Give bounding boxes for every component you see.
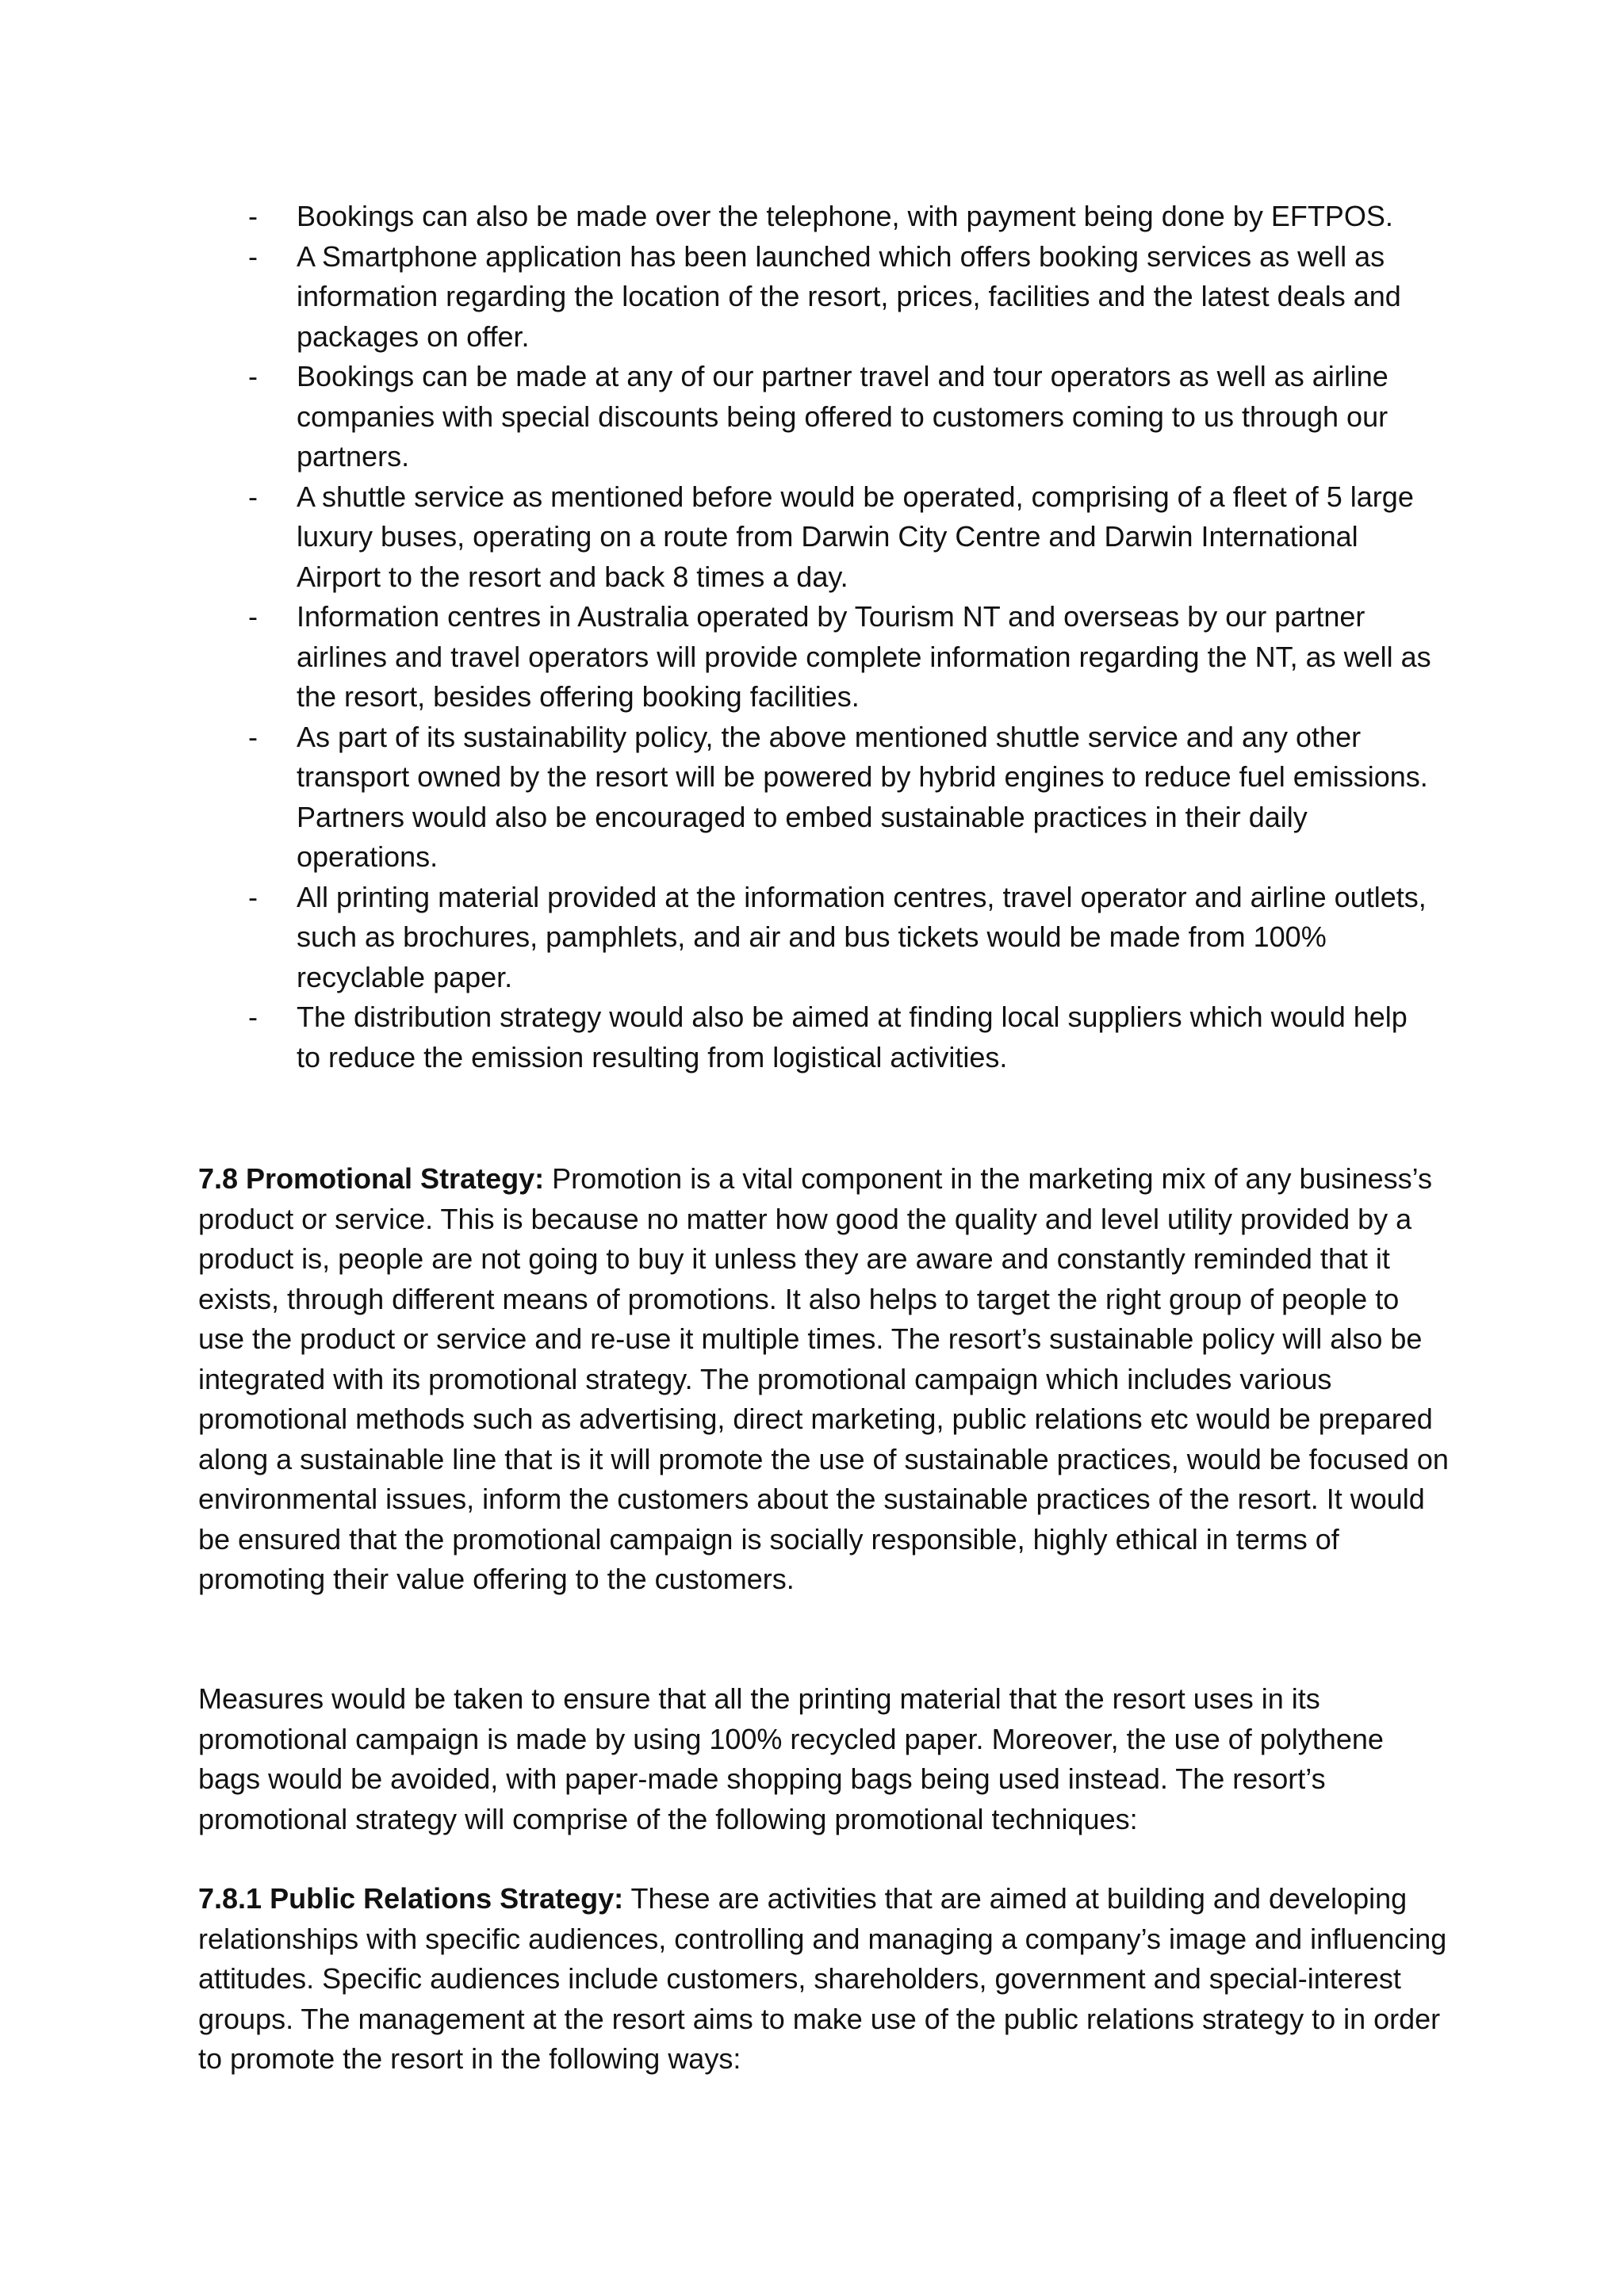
bullet-text: Bookings can be made at any of our partner travel and tour operators as well as airline companies with special discounts being offered to customers coming to us through our partners.	[297, 360, 1388, 473]
promotional-strategy-paragraph	[198, 1159, 1451, 1600]
bullet-text: All printing material provided at the information centres, travel operator and airline outlets, such as brochures, pamphlets, and air and bus tickets would be made from 100% recyclable paper.	[297, 880, 1427, 993]
bullet-text: As part of its sustainability policy, the above mentioned shuttle service and any other transport owned by the resort will be powered by hybrid engines to reduce fuel emissions. Partners would also be encouraged to embed sustainable practices in their daily operations.	[297, 720, 1428, 873]
bullet-text: Information centres in Australia operated by Tourism NT and overseas by our partner airlines and travel operators will provide complete information regarding the NT, as well as the resort, besides offering booking facilities.	[297, 600, 1431, 713]
section-heading-7-8: 7.8 Promotional Strategy:	[198, 1162, 545, 1195]
list-item	[0, 878, 1438, 998]
bullet-dash: -	[248, 239, 258, 273]
list-item	[0, 997, 1438, 1077]
list-item	[0, 237, 1438, 358]
section-heading-7-8-1: 7.8.1 Public Relations Strategy:	[198, 1882, 624, 1915]
bullet-dash: -	[248, 360, 258, 392]
bullet-dash: -	[248, 1001, 258, 1033]
distribution-bullet-list	[0, 197, 1624, 1077]
bullet-text: A shuttle service as mentioned before would be operated, comprising of a fleet of 5 large luxury buses, operating on a route from Darwin City Centre and Darwin International Airport to the resort and back 8 times a day.	[297, 480, 1414, 593]
list-item	[0, 477, 1438, 598]
bullet-dash: -	[248, 720, 258, 753]
public-relations-paragraph	[198, 1879, 1451, 2080]
measures-paragraph: Measures would be taken to ensure that all the printing material that the resort uses in its promotional campaign is made by using 100% recycled paper. Moreover, the use of polythene bags would be avoided, with paper-made shopping bags being used instead. The resort’s promotional strategy will comprise of the following promotional techniques:	[198, 1682, 1384, 1835]
section-body-7-8-1: These are activities that are aimed at building and developing relationships with specific audiences, controlling and managing a company’s image and influencing attitudes. Specific audiences include customers, shareholders, government and special-interest groups. The management at the resort aims to make use of the public relations strategy to in order to promote the resort in the following ways:	[198, 1882, 1447, 2075]
bullet-text: A Smartphone application has been launched which offers booking services as well as information regarding the location of the resort, prices, facilities and the latest deals and packages on offer.	[297, 239, 1401, 353]
bullet-dash: -	[248, 200, 258, 232]
section-body-7-8: Promotion is a vital component in the marketing mix of any business’s product or service. This is because no matter how good the quality and level utility provided by a product is, people are not going to buy it unless they are aware and constantly reminded that it exists, through different means of promotions. It also helps to target the right group of people to use the product or service and re-use it multiple times. The resort’s sustainable policy will also be integrated with its promotional strategy. The promotional campaign which includes various promotional methods such as advertising, direct marketing, public relations etc would be prepared along a sustainable line that is it will promote the use of sustainable practices, would be focused on environmental issues, inform the customers about the sustainable practices of the resort. It would be ensured that the promotional campaign is socially responsible, highly ethical in terms of promoting their value offering to the customers.	[198, 1162, 1449, 1595]
list-item	[0, 357, 1438, 477]
bullet-dash: -	[248, 480, 258, 513]
bullet-text: Bookings can also be made over the telephone, with payment being done by EFTPOS.	[297, 200, 1393, 232]
list-item	[0, 197, 1438, 237]
bullet-text: The distribution strategy would also be aimed at finding local suppliers which would help to reduce the emission resulting from logistical activities.	[297, 1001, 1408, 1073]
list-item	[0, 597, 1438, 718]
bullet-dash: -	[248, 600, 258, 633]
list-item	[0, 718, 1438, 878]
bullet-dash: -	[248, 880, 258, 913]
